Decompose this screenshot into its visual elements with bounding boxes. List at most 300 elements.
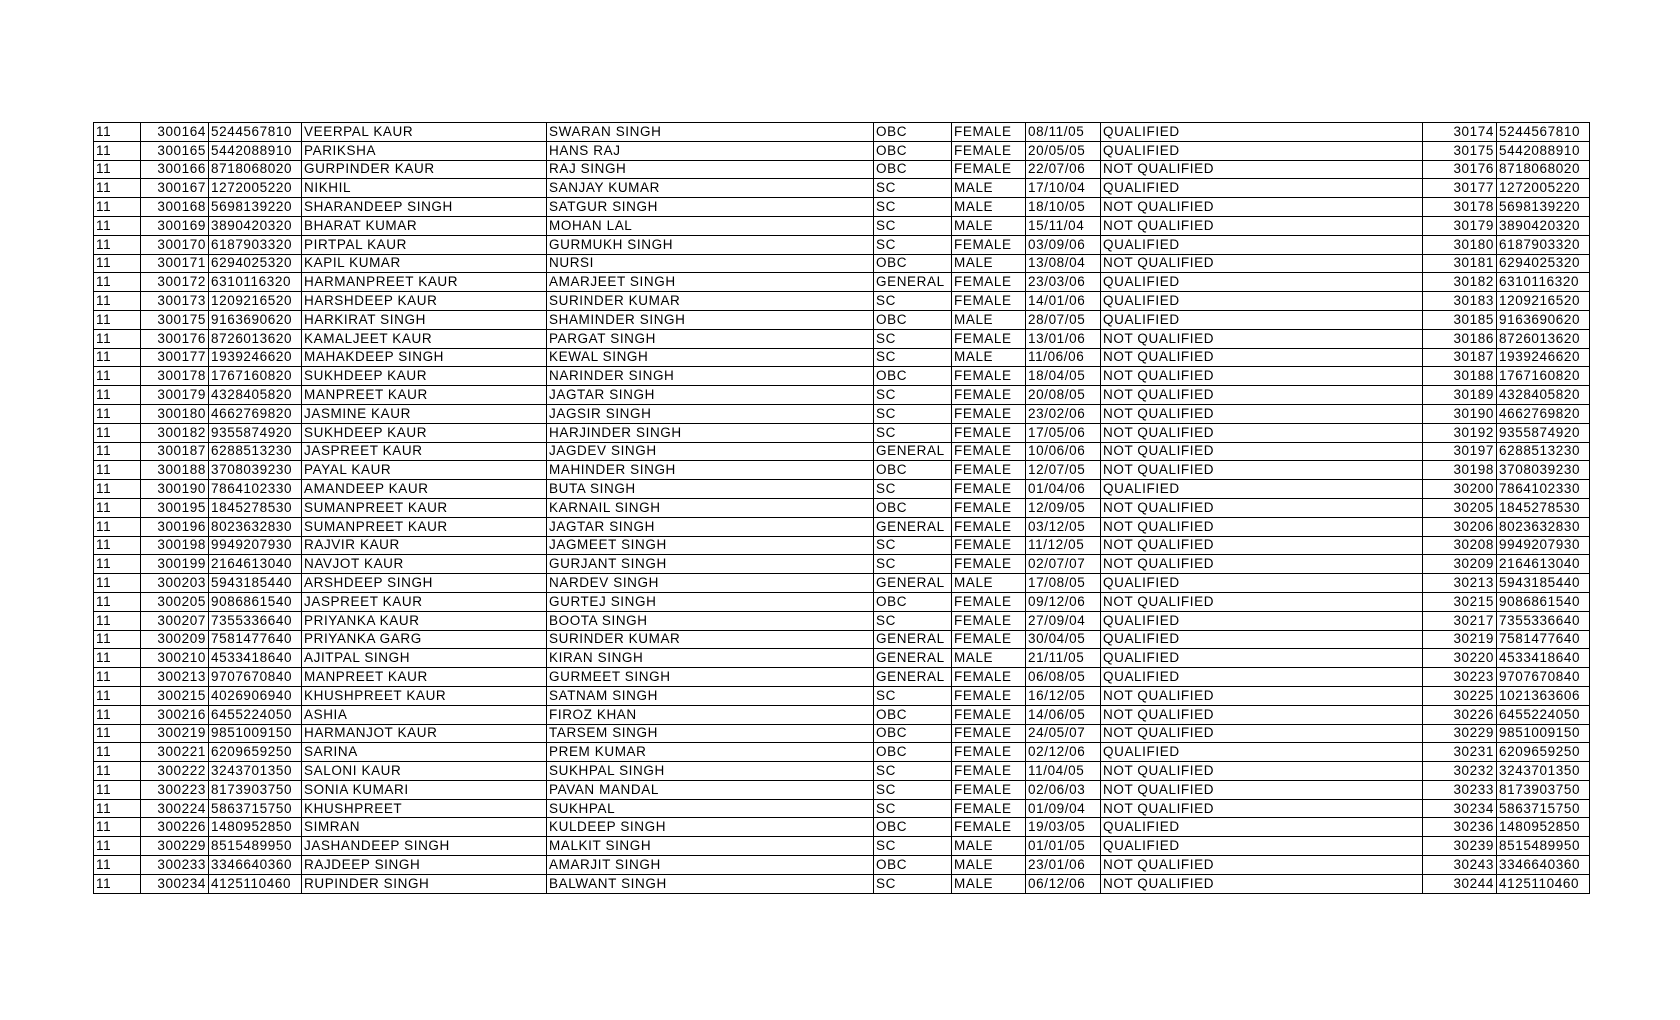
table-row xyxy=(94,874,1590,893)
gender-cell: FEMALE xyxy=(952,611,1026,630)
category-cell: SC xyxy=(874,198,952,217)
result-cell: QUALIFIED xyxy=(1101,141,1423,160)
seat-no-cell: 30208 xyxy=(1423,536,1497,555)
result-cell: NOT QUALIFIED xyxy=(1101,592,1423,611)
result-cell: QUALIFIED xyxy=(1101,649,1423,668)
result-cell: NOT QUALIFIED xyxy=(1101,254,1423,273)
father-name-cell: MALKIT SINGH xyxy=(547,837,874,856)
id-no-cell: 4328405820 xyxy=(1497,386,1590,405)
category-cell: GENERAL xyxy=(874,517,952,536)
father-name-cell: SANJAY KUMAR xyxy=(547,179,874,198)
registration-no-cell: 8718068020 xyxy=(209,160,302,179)
date-of-birth-cell: 11/04/05 xyxy=(1026,762,1101,781)
roll-no-cell: 300166 xyxy=(141,160,209,179)
results-sheet xyxy=(93,122,1590,894)
student-name-cell: RUPINDER SINGH xyxy=(302,874,547,893)
id-no-cell: 9851009150 xyxy=(1497,724,1590,743)
gender-cell: FEMALE xyxy=(952,235,1026,254)
category-cell: SC xyxy=(874,837,952,856)
registration-no-cell: 7355336640 xyxy=(209,611,302,630)
student-name-cell: ASHIA xyxy=(302,705,547,724)
class-cell: 11 xyxy=(94,856,141,875)
seat-no-cell: 30234 xyxy=(1423,799,1497,818)
result-cell: NOT QUALIFIED xyxy=(1101,705,1423,724)
seat-no-cell: 30178 xyxy=(1423,198,1497,217)
gender-cell: FEMALE xyxy=(952,123,1026,142)
father-name-cell: TARSEM SINGH xyxy=(547,724,874,743)
table-row xyxy=(94,668,1590,687)
id-no-cell: 1021363606 xyxy=(1497,686,1590,705)
category-cell: SC xyxy=(874,780,952,799)
father-name-cell: SUKHPAL xyxy=(547,799,874,818)
date-of-birth-cell: 17/10/04 xyxy=(1026,179,1101,198)
roll-no-cell: 300233 xyxy=(141,856,209,875)
roll-no-cell: 300178 xyxy=(141,367,209,386)
registration-no-cell: 9355874920 xyxy=(209,423,302,442)
father-name-cell: JAGTAR SINGH xyxy=(547,386,874,405)
date-of-birth-cell: 14/01/06 xyxy=(1026,292,1101,311)
id-no-cell: 3243701350 xyxy=(1497,762,1590,781)
category-cell: SC xyxy=(874,348,952,367)
registration-no-cell: 6294025320 xyxy=(209,254,302,273)
date-of-birth-cell: 28/07/05 xyxy=(1026,310,1101,329)
father-name-cell: BOOTA SINGH xyxy=(547,611,874,630)
registration-no-cell: 1480952850 xyxy=(209,818,302,837)
seat-no-cell: 30220 xyxy=(1423,649,1497,668)
date-of-birth-cell: 10/06/06 xyxy=(1026,442,1101,461)
gender-cell: FEMALE xyxy=(952,292,1026,311)
father-name-cell: SHAMINDER SINGH xyxy=(547,310,874,329)
result-cell: QUALIFIED xyxy=(1101,818,1423,837)
result-cell: NOT QUALIFIED xyxy=(1101,386,1423,405)
father-name-cell: GURTEJ SINGH xyxy=(547,592,874,611)
student-name-cell: KAPIL KUMAR xyxy=(302,254,547,273)
seat-no-cell: 30197 xyxy=(1423,442,1497,461)
table-row xyxy=(94,592,1590,611)
id-no-cell: 3890420320 xyxy=(1497,216,1590,235)
result-cell: NOT QUALIFIED xyxy=(1101,442,1423,461)
student-name-cell: SALONI KAUR xyxy=(302,762,547,781)
date-of-birth-cell: 08/11/05 xyxy=(1026,123,1101,142)
id-no-cell: 6288513230 xyxy=(1497,442,1590,461)
gender-cell: FEMALE xyxy=(952,442,1026,461)
date-of-birth-cell: 18/10/05 xyxy=(1026,198,1101,217)
registration-no-cell: 3890420320 xyxy=(209,216,302,235)
class-cell: 11 xyxy=(94,292,141,311)
date-of-birth-cell: 22/07/06 xyxy=(1026,160,1101,179)
student-name-cell: HARKIRAT SINGH xyxy=(302,310,547,329)
roll-no-cell: 300209 xyxy=(141,630,209,649)
class-cell: 11 xyxy=(94,724,141,743)
id-no-cell: 1845278530 xyxy=(1497,498,1590,517)
registration-no-cell: 7581477640 xyxy=(209,630,302,649)
student-name-cell: SONIA KUMARI xyxy=(302,780,547,799)
table-row xyxy=(94,292,1590,311)
registration-no-cell: 1939246620 xyxy=(209,348,302,367)
class-cell: 11 xyxy=(94,611,141,630)
seat-no-cell: 30226 xyxy=(1423,705,1497,724)
class-cell: 11 xyxy=(94,818,141,837)
father-name-cell: KARNAIL SINGH xyxy=(547,498,874,517)
class-cell: 11 xyxy=(94,216,141,235)
date-of-birth-cell: 23/01/06 xyxy=(1026,856,1101,875)
category-cell: OBC xyxy=(874,461,952,480)
gender-cell: MALE xyxy=(952,179,1026,198)
table-row xyxy=(94,536,1590,555)
gender-cell: FEMALE xyxy=(952,668,1026,687)
student-name-cell: PRIYANKA KAUR xyxy=(302,611,547,630)
roll-no-cell: 300199 xyxy=(141,555,209,574)
seat-no-cell: 30177 xyxy=(1423,179,1497,198)
date-of-birth-cell: 02/12/06 xyxy=(1026,743,1101,762)
student-name-cell: SARINA xyxy=(302,743,547,762)
table-row xyxy=(94,386,1590,405)
father-name-cell: PAVAN MANDAL xyxy=(547,780,874,799)
seat-no-cell: 30244 xyxy=(1423,874,1497,893)
date-of-birth-cell: 06/08/05 xyxy=(1026,668,1101,687)
roll-no-cell: 300216 xyxy=(141,705,209,724)
gender-cell: FEMALE xyxy=(952,498,1026,517)
id-no-cell: 6209659250 xyxy=(1497,743,1590,762)
table-row xyxy=(94,480,1590,499)
roll-no-cell: 300229 xyxy=(141,837,209,856)
roll-no-cell: 300210 xyxy=(141,649,209,668)
category-cell: OBC xyxy=(874,254,952,273)
table-row xyxy=(94,160,1590,179)
id-no-cell: 5244567810 xyxy=(1497,123,1590,142)
class-cell: 11 xyxy=(94,348,141,367)
id-no-cell: 3708039230 xyxy=(1497,461,1590,480)
father-name-cell: HANS RAJ xyxy=(547,141,874,160)
class-cell: 11 xyxy=(94,141,141,160)
father-name-cell: MOHAN LAL xyxy=(547,216,874,235)
table-row xyxy=(94,348,1590,367)
category-cell: SC xyxy=(874,874,952,893)
class-cell: 11 xyxy=(94,743,141,762)
class-cell: 11 xyxy=(94,837,141,856)
result-cell: QUALIFIED xyxy=(1101,611,1423,630)
id-no-cell: 5698139220 xyxy=(1497,198,1590,217)
id-no-cell: 8023632830 xyxy=(1497,517,1590,536)
gender-cell: MALE xyxy=(952,216,1026,235)
id-no-cell: 8718068020 xyxy=(1497,160,1590,179)
roll-no-cell: 300223 xyxy=(141,780,209,799)
date-of-birth-cell: 11/06/06 xyxy=(1026,348,1101,367)
roll-no-cell: 300198 xyxy=(141,536,209,555)
seat-no-cell: 30185 xyxy=(1423,310,1497,329)
registration-no-cell: 4662769820 xyxy=(209,404,302,423)
id-no-cell: 6294025320 xyxy=(1497,254,1590,273)
student-name-cell: PIRTPAL KAUR xyxy=(302,235,547,254)
seat-no-cell: 30183 xyxy=(1423,292,1497,311)
result-cell: NOT QUALIFIED xyxy=(1101,724,1423,743)
date-of-birth-cell: 01/01/05 xyxy=(1026,837,1101,856)
gender-cell: FEMALE xyxy=(952,762,1026,781)
id-no-cell: 4533418640 xyxy=(1497,649,1590,668)
class-cell: 11 xyxy=(94,198,141,217)
registration-no-cell: 5698139220 xyxy=(209,198,302,217)
category-cell: OBC xyxy=(874,367,952,386)
roll-no-cell: 300167 xyxy=(141,179,209,198)
seat-no-cell: 30209 xyxy=(1423,555,1497,574)
student-name-cell: SUKHDEEP KAUR xyxy=(302,367,547,386)
student-name-cell: SIMRAN xyxy=(302,818,547,837)
registration-no-cell: 1272005220 xyxy=(209,179,302,198)
gender-cell: FEMALE xyxy=(952,780,1026,799)
registration-no-cell: 4533418640 xyxy=(209,649,302,668)
gender-cell: FEMALE xyxy=(952,517,1026,536)
class-cell: 11 xyxy=(94,874,141,893)
seat-no-cell: 30189 xyxy=(1423,386,1497,405)
roll-no-cell: 300195 xyxy=(141,498,209,517)
result-cell: NOT QUALIFIED xyxy=(1101,367,1423,386)
roll-no-cell: 300169 xyxy=(141,216,209,235)
result-cell: NOT QUALIFIED xyxy=(1101,216,1423,235)
table-row xyxy=(94,442,1590,461)
father-name-cell: SUKHPAL SINGH xyxy=(547,762,874,781)
gender-cell: FEMALE xyxy=(952,705,1026,724)
father-name-cell: JAGMEET SINGH xyxy=(547,536,874,555)
father-name-cell: NURSI xyxy=(547,254,874,273)
id-no-cell: 1209216520 xyxy=(1497,292,1590,311)
date-of-birth-cell: 18/04/05 xyxy=(1026,367,1101,386)
registration-no-cell: 1845278530 xyxy=(209,498,302,517)
category-cell: SC xyxy=(874,404,952,423)
student-name-cell: RAJVIR KAUR xyxy=(302,536,547,555)
id-no-cell: 7581477640 xyxy=(1497,630,1590,649)
class-cell: 11 xyxy=(94,649,141,668)
father-name-cell: KULDEEP SINGH xyxy=(547,818,874,837)
gender-cell: MALE xyxy=(952,874,1026,893)
student-name-cell: GURPINDER KAUR xyxy=(302,160,547,179)
class-cell: 11 xyxy=(94,668,141,687)
father-name-cell: JAGTAR SINGH xyxy=(547,517,874,536)
student-name-cell: SUKHDEEP KAUR xyxy=(302,423,547,442)
father-name-cell: GURMEET SINGH xyxy=(547,668,874,687)
registration-no-cell: 5863715750 xyxy=(209,799,302,818)
seat-no-cell: 30239 xyxy=(1423,837,1497,856)
class-cell: 11 xyxy=(94,123,141,142)
class-cell: 11 xyxy=(94,555,141,574)
date-of-birth-cell: 30/04/05 xyxy=(1026,630,1101,649)
student-name-cell: KAMALJEET KAUR xyxy=(302,329,547,348)
student-name-cell: ARSHDEEP SINGH xyxy=(302,574,547,593)
result-cell: NOT QUALIFIED xyxy=(1101,762,1423,781)
table-row xyxy=(94,705,1590,724)
roll-no-cell: 300234 xyxy=(141,874,209,893)
category-cell: SC xyxy=(874,292,952,311)
result-cell: NOT QUALIFIED xyxy=(1101,498,1423,517)
class-cell: 11 xyxy=(94,461,141,480)
table-row xyxy=(94,762,1590,781)
seat-no-cell: 30186 xyxy=(1423,329,1497,348)
seat-no-cell: 30176 xyxy=(1423,160,1497,179)
class-cell: 11 xyxy=(94,329,141,348)
table-row xyxy=(94,574,1590,593)
category-cell: SC xyxy=(874,686,952,705)
date-of-birth-cell: 19/03/05 xyxy=(1026,818,1101,837)
table-row xyxy=(94,273,1590,292)
roll-no-cell: 300222 xyxy=(141,762,209,781)
student-name-cell: KHUSHPREET KAUR xyxy=(302,686,547,705)
seat-no-cell: 30243 xyxy=(1423,856,1497,875)
father-name-cell: NARDEV SINGH xyxy=(547,574,874,593)
category-cell: SC xyxy=(874,386,952,405)
category-cell: OBC xyxy=(874,724,952,743)
father-name-cell: SURINDER KUMAR xyxy=(547,292,874,311)
seat-no-cell: 30225 xyxy=(1423,686,1497,705)
result-cell: QUALIFIED xyxy=(1101,480,1423,499)
table-row xyxy=(94,856,1590,875)
result-cell: QUALIFIED xyxy=(1101,292,1423,311)
date-of-birth-cell: 21/11/05 xyxy=(1026,649,1101,668)
seat-no-cell: 30217 xyxy=(1423,611,1497,630)
roll-no-cell: 300180 xyxy=(141,404,209,423)
class-cell: 11 xyxy=(94,160,141,179)
seat-no-cell: 30206 xyxy=(1423,517,1497,536)
registration-no-cell: 9949207930 xyxy=(209,536,302,555)
category-cell: OBC xyxy=(874,141,952,160)
roll-no-cell: 300177 xyxy=(141,348,209,367)
gender-cell: FEMALE xyxy=(952,592,1026,611)
date-of-birth-cell: 23/02/06 xyxy=(1026,404,1101,423)
registration-no-cell: 3346640360 xyxy=(209,856,302,875)
father-name-cell: BUTA SINGH xyxy=(547,480,874,499)
seat-no-cell: 30200 xyxy=(1423,480,1497,499)
category-cell: SC xyxy=(874,329,952,348)
date-of-birth-cell: 02/07/07 xyxy=(1026,555,1101,574)
class-cell: 11 xyxy=(94,686,141,705)
category-cell: OBC xyxy=(874,743,952,762)
gender-cell: FEMALE xyxy=(952,423,1026,442)
roll-no-cell: 300168 xyxy=(141,198,209,217)
category-cell: OBC xyxy=(874,160,952,179)
date-of-birth-cell: 03/09/06 xyxy=(1026,235,1101,254)
category-cell: SC xyxy=(874,799,952,818)
category-cell: SC xyxy=(874,536,952,555)
registration-no-cell: 4328405820 xyxy=(209,386,302,405)
registration-no-cell: 9707670840 xyxy=(209,668,302,687)
gender-cell: MALE xyxy=(952,856,1026,875)
seat-no-cell: 30174 xyxy=(1423,123,1497,142)
table-row xyxy=(94,329,1590,348)
id-no-cell: 8173903750 xyxy=(1497,780,1590,799)
seat-no-cell: 30223 xyxy=(1423,668,1497,687)
date-of-birth-cell: 20/05/05 xyxy=(1026,141,1101,160)
gender-cell: FEMALE xyxy=(952,555,1026,574)
student-name-cell: AJITPAL SINGH xyxy=(302,649,547,668)
roll-no-cell: 300176 xyxy=(141,329,209,348)
category-cell: SC xyxy=(874,235,952,254)
roll-no-cell: 300175 xyxy=(141,310,209,329)
category-cell: SC xyxy=(874,480,952,499)
seat-no-cell: 30175 xyxy=(1423,141,1497,160)
date-of-birth-cell: 17/05/06 xyxy=(1026,423,1101,442)
result-cell: QUALIFIED xyxy=(1101,273,1423,292)
registration-no-cell: 3243701350 xyxy=(209,762,302,781)
registration-no-cell: 6209659250 xyxy=(209,743,302,762)
student-name-cell: BHARAT KUMAR xyxy=(302,216,547,235)
father-name-cell: RAJ SINGH xyxy=(547,160,874,179)
table-row xyxy=(94,555,1590,574)
result-cell: NOT QUALIFIED xyxy=(1101,856,1423,875)
date-of-birth-cell: 01/09/04 xyxy=(1026,799,1101,818)
gender-cell: MALE xyxy=(952,574,1026,593)
result-cell: QUALIFIED xyxy=(1101,310,1423,329)
date-of-birth-cell: 16/12/05 xyxy=(1026,686,1101,705)
seat-no-cell: 30232 xyxy=(1423,762,1497,781)
student-name-cell: NIKHIL xyxy=(302,179,547,198)
roll-no-cell: 300221 xyxy=(141,743,209,762)
result-cell: QUALIFIED xyxy=(1101,743,1423,762)
seat-no-cell: 30213 xyxy=(1423,574,1497,593)
father-name-cell: JAGSIR SINGH xyxy=(547,404,874,423)
table-row xyxy=(94,517,1590,536)
id-no-cell: 5943185440 xyxy=(1497,574,1590,593)
registration-no-cell: 6455224050 xyxy=(209,705,302,724)
result-cell: NOT QUALIFIED xyxy=(1101,198,1423,217)
date-of-birth-cell: 12/07/05 xyxy=(1026,461,1101,480)
gender-cell: FEMALE xyxy=(952,386,1026,405)
gender-cell: MALE xyxy=(952,254,1026,273)
result-cell: NOT QUALIFIED xyxy=(1101,423,1423,442)
result-cell: QUALIFIED xyxy=(1101,837,1423,856)
gender-cell: FEMALE xyxy=(952,818,1026,837)
category-cell: GENERAL xyxy=(874,668,952,687)
date-of-birth-cell: 11/12/05 xyxy=(1026,536,1101,555)
date-of-birth-cell: 02/06/03 xyxy=(1026,780,1101,799)
result-cell: QUALIFIED xyxy=(1101,235,1423,254)
registration-no-cell: 9086861540 xyxy=(209,592,302,611)
roll-no-cell: 300215 xyxy=(141,686,209,705)
table-row xyxy=(94,818,1590,837)
class-cell: 11 xyxy=(94,574,141,593)
result-cell: NOT QUALIFIED xyxy=(1101,555,1423,574)
class-cell: 11 xyxy=(94,592,141,611)
student-name-cell: JASMINE KAUR xyxy=(302,404,547,423)
father-name-cell: GURMUKH SINGH xyxy=(547,235,874,254)
date-of-birth-cell: 03/12/05 xyxy=(1026,517,1101,536)
table-row xyxy=(94,179,1590,198)
father-name-cell: PREM KUMAR xyxy=(547,743,874,762)
seat-no-cell: 30229 xyxy=(1423,724,1497,743)
id-no-cell: 9707670840 xyxy=(1497,668,1590,687)
seat-no-cell: 30187 xyxy=(1423,348,1497,367)
registration-no-cell: 2164613040 xyxy=(209,555,302,574)
roll-no-cell: 300171 xyxy=(141,254,209,273)
id-no-cell: 9163690620 xyxy=(1497,310,1590,329)
registration-no-cell: 5442088910 xyxy=(209,141,302,160)
roll-no-cell: 300219 xyxy=(141,724,209,743)
student-name-cell: JASHANDEEP SINGH xyxy=(302,837,547,856)
student-name-cell: HARMANPREET KAUR xyxy=(302,273,547,292)
result-cell: QUALIFIED xyxy=(1101,574,1423,593)
roll-no-cell: 300179 xyxy=(141,386,209,405)
registration-no-cell: 4125110460 xyxy=(209,874,302,893)
result-cell: QUALIFIED xyxy=(1101,668,1423,687)
result-cell: QUALIFIED xyxy=(1101,179,1423,198)
father-name-cell: KEWAL SINGH xyxy=(547,348,874,367)
table-row xyxy=(94,780,1590,799)
roll-no-cell: 300207 xyxy=(141,611,209,630)
student-name-cell: SUMANPREET KAUR xyxy=(302,517,547,536)
category-cell: OBC xyxy=(874,123,952,142)
registration-no-cell: 5943185440 xyxy=(209,574,302,593)
id-no-cell: 9355874920 xyxy=(1497,423,1590,442)
table-row xyxy=(94,254,1590,273)
father-name-cell: GURJANT SINGH xyxy=(547,555,874,574)
class-cell: 11 xyxy=(94,705,141,724)
